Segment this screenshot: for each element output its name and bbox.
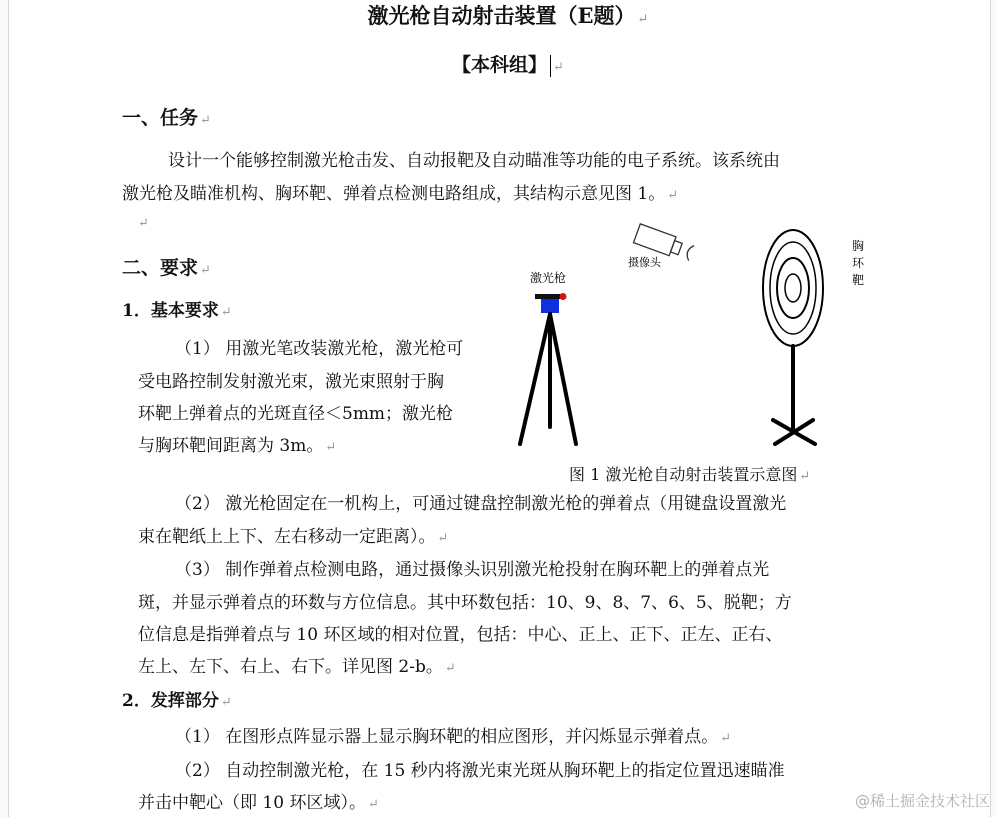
req2-line-1: （2） 激光枪固定在一机构上，可通过键盘控制激光枪的弹着点（用键盘设置激光	[175, 494, 787, 514]
gun-label: 激光枪	[530, 271, 567, 285]
document-title: 激光枪自动射击装置（E题） ↵	[367, 3, 649, 28]
document-subtitle: 【本科组】 ↵	[452, 54, 564, 76]
task-paragraph-line-1: 设计一个能够控制激光枪击发、自动报靶及自动瞄准等功能的电子系统。该系统由	[168, 151, 780, 171]
req1-line-2: 受电路控制发射激光束，激光束照射于胸	[138, 372, 444, 392]
figure-1-diagram	[505, 222, 885, 454]
section-heading-task: 一、任务 ↵	[122, 107, 211, 129]
gun-body-icon	[541, 299, 559, 313]
laser-tip-icon	[560, 293, 567, 300]
empty-paragraph: ↵	[138, 216, 149, 231]
figure-1-caption: 图 1 激光枪自动射击装置示意图 ↵	[569, 465, 811, 484]
req1-line-1: （1） 用激光笔改装激光枪，激光枪可	[175, 339, 464, 359]
paragraph-mark: ↵	[637, 12, 649, 27]
target-stand-icon	[773, 346, 815, 444]
tripod-icon	[520, 314, 576, 444]
req3-line-3: 位信息是指弹着点与 10 环区域的相对位置，包括：中心、正上、正下、正左、正右、	[138, 625, 783, 645]
req1-line-3: 环靶上弹着点的光斑直径＜5mm；激光枪	[138, 404, 454, 424]
req2-line-2: 束在靶纸上上下、左右移动一定距离）。 ↵	[138, 527, 449, 547]
text-cursor	[550, 55, 551, 77]
adv2-line-1: （2） 自动控制激光枪，在 15 秒内将激光束光斑从胸环靶上的指定位置迅速瞄准	[175, 761, 785, 781]
basic-requirements-heading: 1．基本要求 ↵	[122, 301, 232, 321]
req1-line-4: 与胸环靶间距离为 3m。 ↵	[138, 436, 337, 456]
section-heading-requirements: 二、要求 ↵	[122, 257, 211, 279]
req3-line-1: （3） 制作弹着点检测电路，通过摄像头识别激光枪投射在胸环靶上的弹着点光	[175, 560, 770, 580]
site-watermark: @稀土掘金技术社区	[854, 792, 990, 810]
target-icon	[763, 230, 823, 346]
camera-label: 摄像头	[628, 256, 661, 269]
req3-line-2: 斑，并显示弹着点的环数与方位信息。其中环数包括：10、9、8、7、6、5、脱靶；方	[138, 593, 792, 613]
target-label-char-3: 靶	[852, 273, 865, 287]
task-paragraph-line-2: 激光枪及瞄准机构、胸环靶、弹着点检测电路组成，其结构示意见图 1。 ↵	[122, 184, 679, 204]
target-label-char-1: 胸	[852, 239, 865, 253]
target-label-char-2: 环	[852, 256, 865, 270]
advanced-requirements-heading: 2．发挥部分 ↵	[122, 691, 232, 711]
adv1-line-1: （1） 在图形点阵显示器上显示胸环靶的相应图形，并闪烁显示弹着点。 ↵	[175, 727, 732, 747]
req3-line-4: 左上、左下、右上、右下。详见图 2-b。 ↵	[138, 657, 456, 677]
laser-gun-icon	[535, 293, 567, 313]
page-right-margin	[990, 0, 996, 817]
page-left-margin	[0, 0, 9, 817]
paragraph-mark: ↵	[553, 60, 564, 75]
adv2-line-2: 并击中靶心（即 10 环区域）。 ↵	[138, 793, 379, 813]
